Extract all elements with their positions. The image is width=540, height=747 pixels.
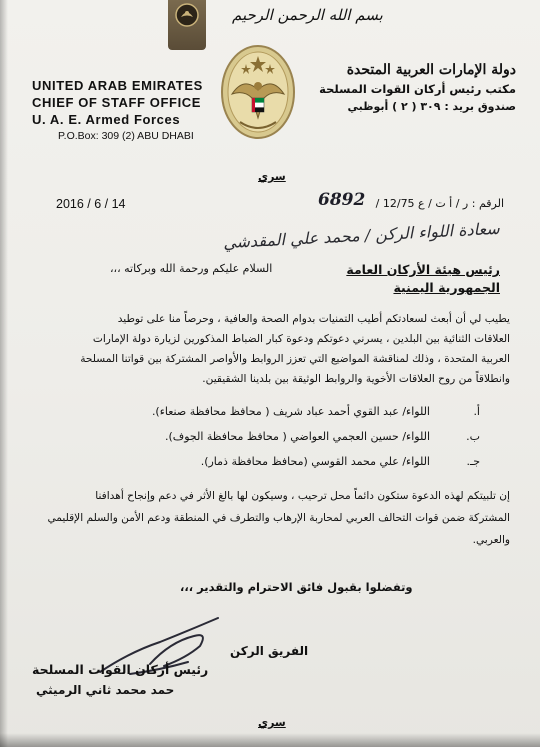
signatory-rank: الفريق الركن (230, 644, 309, 658)
list-item: اللواء/ عبد القوي أحمد عباد شريف ( محافظ محافظة صنعاء). (151, 405, 430, 418)
recipient-line2: الجمهورية اليمنية (393, 280, 500, 295)
list-item: اللواء/ حسين العجمي العواضي ( محافظ محافظة الجوف). (165, 430, 430, 443)
page-bottom-shadow (0, 733, 540, 747)
paragraph1-line3: العربية المتحدة ، وذلك لمناقشة المواضيع التي تعزز الروابط والأواصر المشتركة بين قواتنا المسلحة (80, 353, 510, 365)
paragraph2-line1: إن تلبيتكم لهذه الدعوة ستكون دائماً محل ترحيب ، وسيكون لها بالغ الأثر في دعم وإنجاح أهدافنا (95, 490, 510, 502)
closing-phrase: وتفضلوا بقبول فائق الاحترام والتقدير ،،، (180, 580, 413, 594)
header-en-line4: P.O.Box: 309 (2) ABU DHABI (58, 130, 194, 142)
header-en-line1: UNITED ARAB EMIRATES (32, 78, 203, 93)
page-edge-shadow (0, 0, 8, 747)
list-item-marker: ب. (466, 430, 480, 443)
header-ar-line3: صندوق بريد : ٣٠٩ ( ٢ ) أبوظبي (347, 100, 516, 113)
header-en-line2: CHIEF OF STAFF OFFICE (32, 95, 202, 110)
signatory-title: رئيس أركان القوات المسلحة (32, 662, 209, 677)
letter-date: 2016 / 6 / 14 (56, 197, 126, 211)
header-ar-line1: دولة الإمارات العربية المتحدة (346, 62, 516, 78)
paragraph1-line1: يطيب لي أن أبعث لسعادتكم أطيب التمنيات بدوام الصحة والعافية ، وحرصاً منا على توطيد (117, 313, 510, 325)
signatory-name: حمد محمد ثاني الرميثي (36, 683, 175, 697)
classification-bottom: سري (258, 716, 286, 729)
reference-number: 6892 (318, 190, 366, 210)
header-en-line3: U. A. E. Armed Forces (32, 112, 181, 127)
paragraph2-line3: والعربي. (472, 534, 510, 546)
header-ar-line2: مكتب رئيس أركان القوات المسلحة (319, 82, 516, 96)
folder-tab (168, 0, 206, 50)
list-item-marker: جـ. (466, 455, 480, 468)
greeting: السلام عليكم ورحمة الله وبركاته ،،، (110, 262, 273, 275)
paragraph1-line2: العلاقات الثنائية بين البلدين ، يسرني دعوتكم ودعوة كبار الضباط المذكورين لزيارة دولة الإمارات (92, 333, 510, 345)
basmala: بسم الله الرحمن الرحيم (232, 6, 383, 24)
handwritten-addressee: سعادة اللواء الركن / محمد علي المقدشي (222, 218, 501, 253)
paragraph1-line4: وانطلاقاً من روح العلاقات الأخوية والروابط الوثيقة بين بلدينا الشقيقين. (202, 373, 510, 385)
reference-label: الرقم : ر / أ ت / ع 12/75 / (375, 197, 504, 210)
paragraph2-line2: المشتركة ضمن قوات التحالف العربي لمحاربة الإرهاب والتطرف في المنطقة ودعم الأمن والسلم الإقليمي (47, 512, 510, 524)
uae-armed-forces-falcon-emblem-icon (218, 42, 298, 142)
classification-top: سري (258, 170, 286, 183)
list-item: اللواء/ علي محمد القوسي (محافظ محافظة ذمار). (200, 455, 430, 468)
list-item-marker: أ. (473, 405, 480, 418)
falcon-emblem-icon (174, 2, 200, 28)
recipient-line1: رئيس هيئة الأركان العامة (346, 262, 500, 277)
